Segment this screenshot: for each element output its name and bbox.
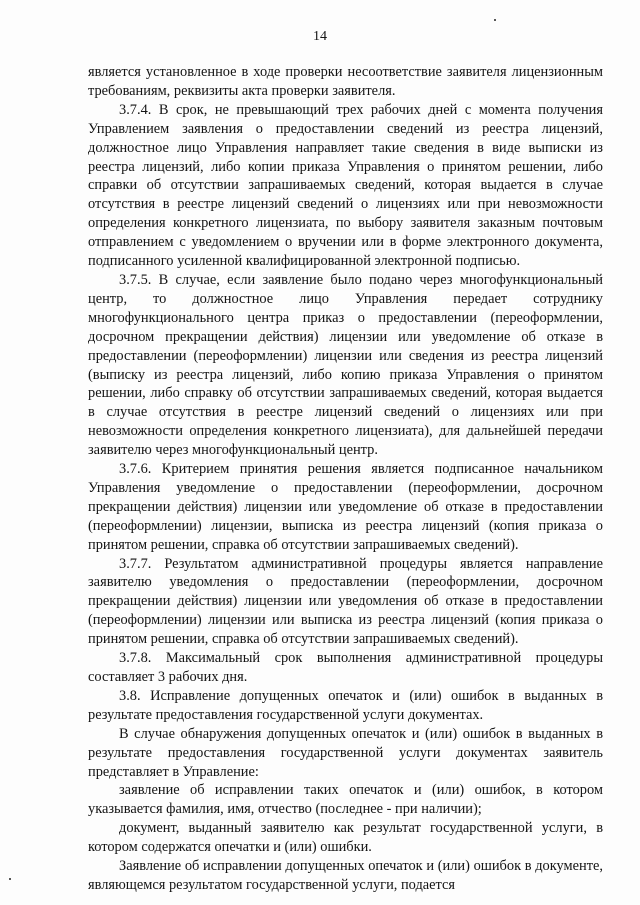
paragraph-3-7-7: 3.7.7. Результатом административной процедуры является направление заявителю уведомления о предоставлении (переоформлении, досрочном прекращении действия) лицензии или уведомления об отказе в предоставлении (переоформлении) лицензии или выписка из реестра лицензий (копия приказа о принятом решении, справка об отсутствии запрашиваемых сведений). bbox=[88, 555, 603, 648]
paragraph-document: документ, выданный заявителю как результат государственной услуги, в котором содержатся опечатки и (или) ошибки. bbox=[88, 820, 603, 856]
page-number: 14 bbox=[313, 29, 327, 44]
paragraph-submission: Заявление об исправлении допущенных опечаток и (или) ошибок в документе, являющемся результатом государственной услуги, подается bbox=[88, 858, 603, 893]
scan-speck bbox=[494, 19, 496, 21]
paragraph-statement: заявление об исправлении таких опечаток и (или) ошибок, в котором указывается фамилия, имя, отчество (последнее - при наличии); bbox=[88, 782, 603, 818]
scan-speck bbox=[9, 878, 11, 880]
document-text bbox=[88, 63, 603, 895]
paragraph-3-7-6: 3.7.6. Критерием принятия решения является подписанное начальником Управления уведомление о предоставлении (переоформлении, досрочном прекращении действия) лицензии или уведомление об отказе в предоставлении (переоформлении) лицензии, выписка из реестра лицензий (копия приказа о принятом решении, справка об отсутствии запрашиваемых сведений). bbox=[88, 461, 603, 553]
paragraph-3-8: 3.8. Исправление допущенных опечаток и (или) ошибок в выданных в результате предоставления государственной услуги документах. bbox=[88, 687, 603, 723]
paragraph-case: В случае обнаружения допущенных опечаток и (или) ошибок в выданных в результате предоставления государственной услуги документах заявитель представляет в Управление: bbox=[88, 725, 603, 780]
paragraph-intro: является установленное в ходе проверки несоответствие заявителя лицензионным требованиям, реквизиты акта проверки заявителя. bbox=[88, 64, 603, 99]
paragraph-3-7-8: 3.7.8. Максимальный срок выполнения административной процедуры составляет 3 рабочих дня. bbox=[88, 650, 603, 685]
paragraph-3-7-4: 3.7.4. В срок, не превышающий трех рабочих дней с момента получения Управлением заявления о предоставлении сведений из реестра лицензий, должностное лицо Управления направляет такие сведения в виде выписки из реестра лицензий, либо копии приказа Управления о принятом решении, либо справки об отсутствии запрашиваемых сведений, которая выдается в случае отсутствия в реестре лицензий сведений о лицензиях или при невозможности определения конкретного лицензиата, по выбору заявителя заказным почтовым отправлением с уведомлением о вручении или в форме электронного документа, подписанного усиленной квалифицированной электронной подписью. bbox=[88, 101, 603, 270]
paragraph-3-7-5: 3.7.5. В случае, если заявление было подано через многофункциональный центр, то должностное лицо Управления передает сотруднику многофункционального центра приказ о предоставлении (переоформлении, досрочном прекращении действия) лицензии или уведомление об отказе в предоставлении (переоформлении) лицензии или сведения из реестра лицензий (выписку из реестра лицензий, либо копию приказа Управления о принятом решении, либо справку об отсутствии запрашиваемых сведений, которая выдается в случае отсутствия в реестре лицензий сведений о лицензиях или при невозможности определения конкретного лицензиата), для дальнейшей передачи заявителю через многофункциональный центр. bbox=[88, 271, 603, 459]
